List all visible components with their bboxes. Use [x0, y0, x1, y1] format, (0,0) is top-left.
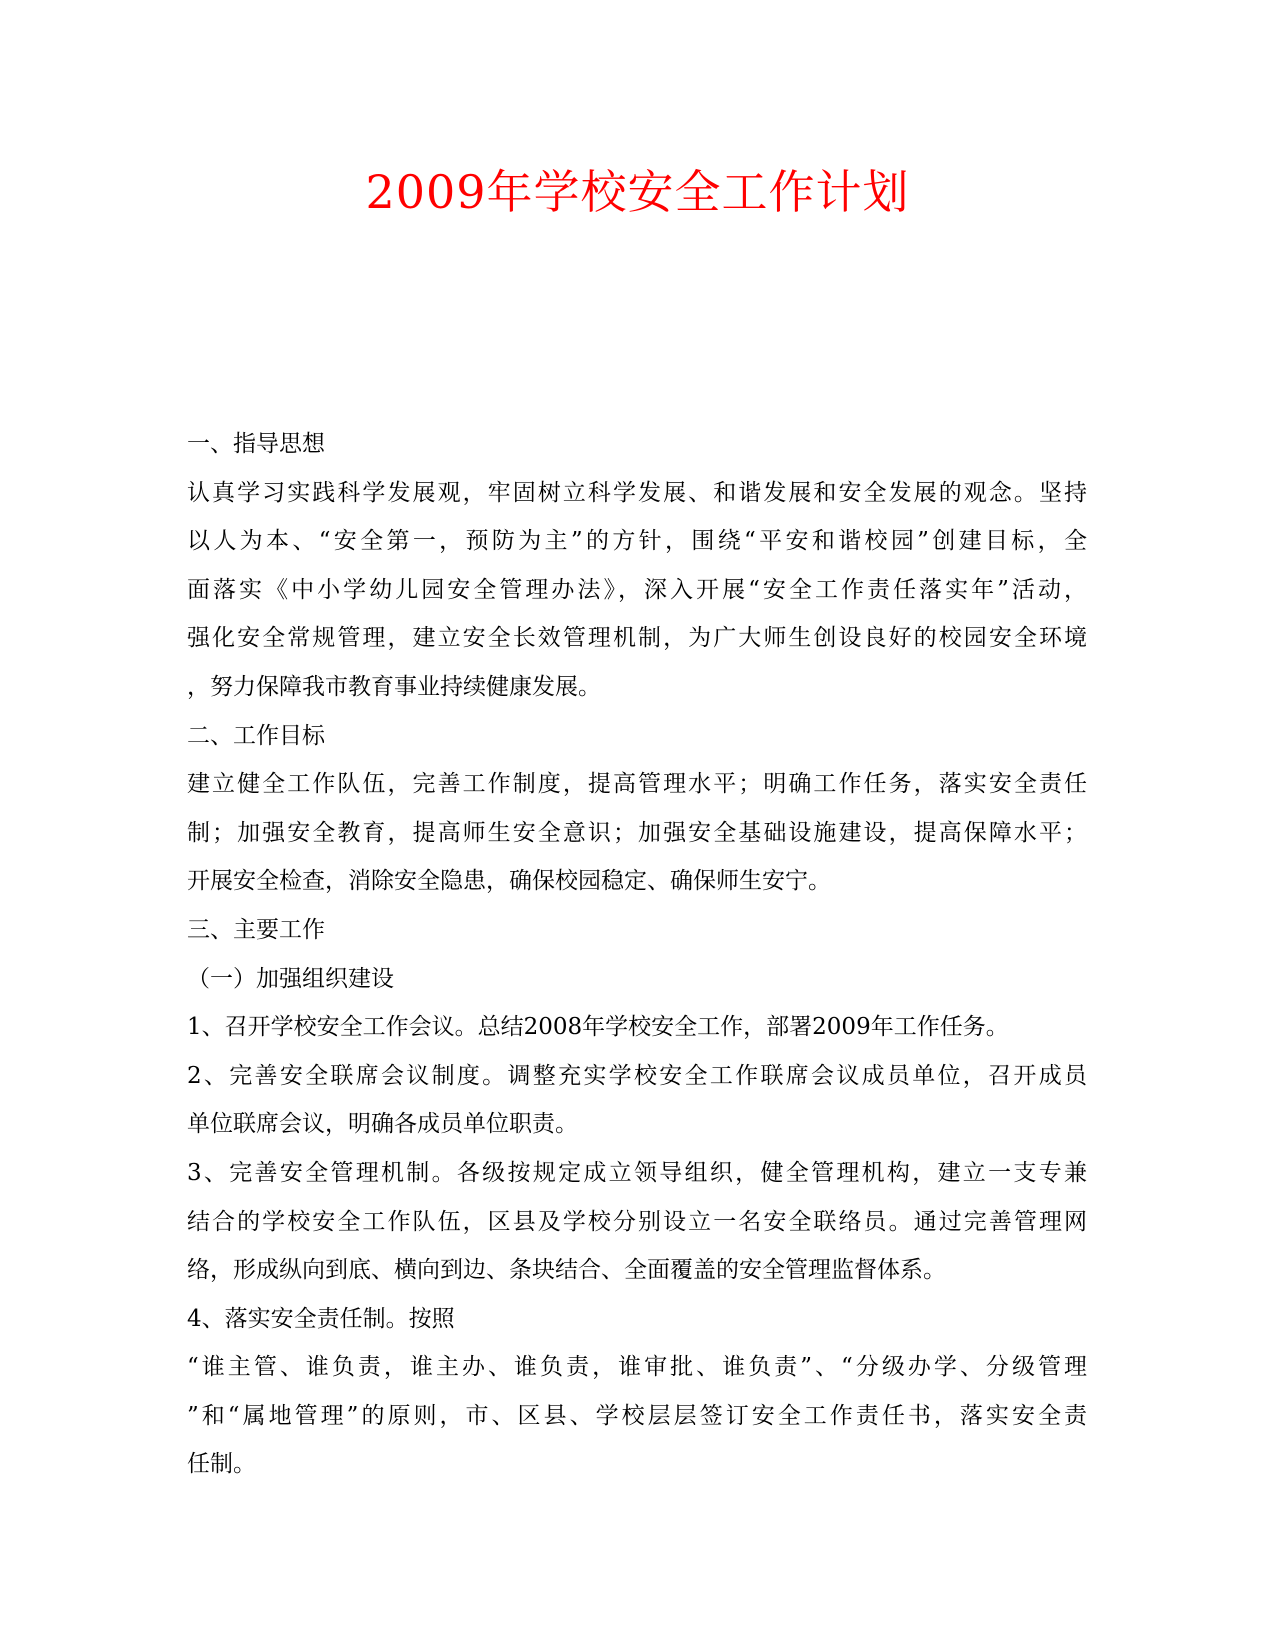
text-line: 面落实《中小学幼儿园安全管理办法》，深入开展“安全工作责任落实年”活动， [187, 576, 1087, 603]
text-line: 认真学习实践科学发展观，牢固树立科学发展、和谐发展和安全发展的观念。坚持 [187, 479, 1087, 506]
text-line: 强化安全常规管理，建立安全长效管理机制，为广大师生创设良好的校园安全环境 [187, 625, 1087, 652]
text-line: ”和“属地管理”的原则，市、区县、学校层层签订安全工作责任书，落实安全责 [187, 1402, 1087, 1429]
text-line: 以人为本、“安全第一，预防为主”的方针，围绕“平安和谐校园”创建目标，全 [187, 528, 1087, 555]
text-line: （一）加强组织建设 [187, 965, 394, 992]
text-line: 结合的学校安全工作队伍，区县及学校分别设立一名安全联络员。通过完善管理网 [187, 1208, 1087, 1235]
document-body [187, 420, 1087, 1489]
document-title: 2009年学校安全工作计划 [365, 165, 910, 219]
text-line: “谁主管、谁负责，谁主办、谁负责，谁审批、谁负责”、“分级办学、分级管理 [187, 1354, 1087, 1381]
text-line: 二、工作目标 [187, 722, 325, 749]
text-line: 络，形成纵向到底、横向到边、条块结合、全面覆盖的安全管理监督体系。 [187, 1257, 946, 1284]
text-line: 4、落实安全责任制。按照 [187, 1305, 455, 1332]
text-line: 1、召开学校安全工作会议。总结2008年学校安全工作，部署2009年工作任务。 [187, 1014, 1009, 1041]
text-line: 建立健全工作队伍，完善工作制度，提高管理水平；明确工作任务，落实安全责任 [187, 771, 1087, 798]
text-line: 三、主要工作 [187, 916, 325, 943]
text-line: 2、完善安全联席会议制度。调整充实学校安全工作联席会议成员单位，召开成员 [187, 1062, 1087, 1089]
text-line: ，努力保障我市教育事业持续健康发展。 [187, 673, 601, 700]
text-line: 单位联席会议，明确各成员单位职责。 [187, 1111, 578, 1138]
text-line: 制；加强安全教育，提高师生安全意识；加强安全基础设施建设，提高保障水平； [187, 819, 1087, 846]
text-line: 开展安全检查，消除安全隐患，确保校园稳定、确保师生安宁。 [187, 868, 831, 895]
text-line: 任制。 [187, 1451, 256, 1478]
text-line: 3、完善安全管理机制。各级按规定成立领导组织，健全管理机构，建立一支专兼 [187, 1159, 1087, 1186]
text-line: 一、指导思想 [187, 431, 325, 457]
